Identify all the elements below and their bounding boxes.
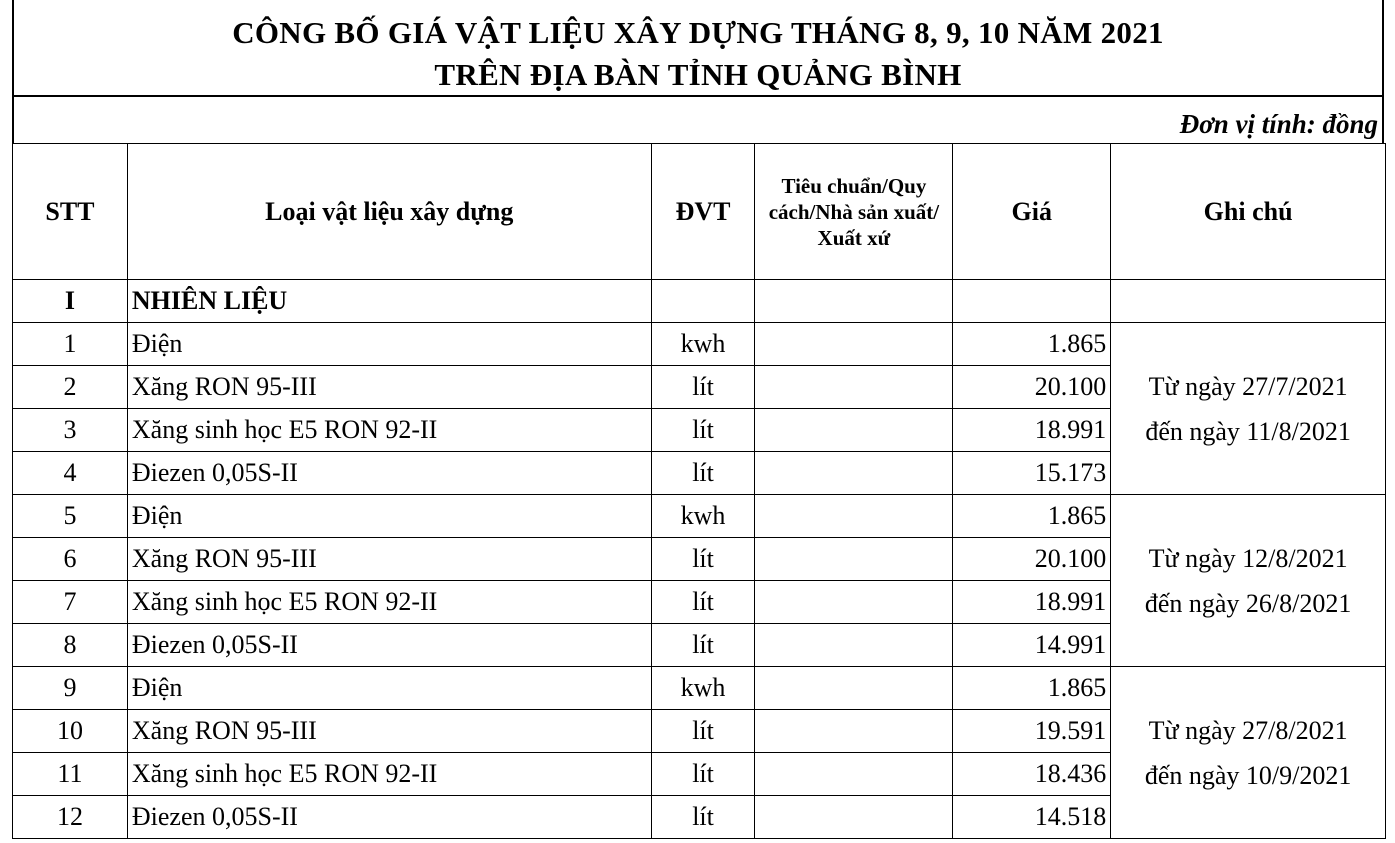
- row-price: 19.591: [953, 710, 1111, 753]
- row-note: [1111, 667, 1386, 839]
- row-price: 15.173: [953, 452, 1111, 495]
- row-material-name: Xăng RON 95-III: [127, 538, 651, 581]
- row-unit: lít: [651, 581, 755, 624]
- header-stt: STT: [13, 144, 128, 280]
- note-date-from: Từ ngày 27/7/2021: [1148, 371, 1348, 401]
- table-body: [13, 323, 1386, 839]
- row-stt: 12: [13, 796, 128, 839]
- group-row: [13, 280, 1386, 323]
- group-name: NHIÊN LIỆU: [127, 280, 651, 323]
- group-spec-cell: [755, 280, 953, 323]
- row-stt: 11: [13, 753, 128, 796]
- row-material-name: Điện: [127, 495, 651, 538]
- table-header-row: [13, 144, 1386, 280]
- row-material-name: Xăng RON 95-III: [127, 710, 651, 753]
- row-stt: 6: [13, 538, 128, 581]
- group-unit-cell: [651, 280, 755, 323]
- row-spec: [755, 495, 953, 538]
- row-price: 18.991: [953, 409, 1111, 452]
- header-note: Ghi chú: [1111, 144, 1386, 280]
- group-price-cell: [953, 280, 1111, 323]
- row-spec: [755, 452, 953, 495]
- row-unit: lít: [651, 409, 755, 452]
- row-spec: [755, 753, 953, 796]
- document-subtitle: TRÊN ĐỊA BÀN TỈNH QUẢNG BÌNH: [434, 57, 962, 92]
- row-spec: [755, 366, 953, 409]
- row-spec: [755, 796, 953, 839]
- row-unit: lít: [651, 624, 755, 667]
- row-price: 1.865: [953, 495, 1111, 538]
- row-price: 1.865: [953, 323, 1111, 366]
- row-unit: lít: [651, 452, 755, 495]
- price-table: [12, 143, 1386, 839]
- unit-note-row: [12, 97, 1384, 143]
- row-spec: [755, 409, 953, 452]
- row-unit: kwh: [651, 495, 755, 538]
- row-stt: 8: [13, 624, 128, 667]
- row-spec: [755, 581, 953, 624]
- row-material-name: Điezen 0,05S-II: [127, 624, 651, 667]
- row-material-name: Điezen 0,05S-II: [127, 796, 651, 839]
- note-date-to: đến ngày 26/8/2021: [1144, 588, 1352, 618]
- row-unit: lít: [651, 366, 755, 409]
- note-date-to: đến ngày 10/9/2021: [1144, 760, 1352, 790]
- row-material-name: Điện: [127, 323, 651, 366]
- row-stt: 5: [13, 495, 128, 538]
- row-material-name: Xăng sinh học E5 RON 92-II: [127, 753, 651, 796]
- price-document: [12, 0, 1386, 843]
- row-stt: 7: [13, 581, 128, 624]
- row-unit: lít: [651, 796, 755, 839]
- group-stt: I: [13, 280, 128, 323]
- row-unit: kwh: [651, 667, 755, 710]
- row-unit: kwh: [651, 323, 755, 366]
- header-material: Loại vật liệu xây dựng: [127, 144, 651, 280]
- row-material-name: Điện: [127, 667, 651, 710]
- row-stt: 2: [13, 366, 128, 409]
- row-note: [1111, 495, 1386, 667]
- row-unit: lít: [651, 753, 755, 796]
- row-price: 20.100: [953, 366, 1111, 409]
- row-price: 14.991: [953, 624, 1111, 667]
- row-spec: [755, 710, 953, 753]
- row-stt: 9: [13, 667, 128, 710]
- row-material-name: Điezen 0,05S-II: [127, 452, 651, 495]
- row-spec: [755, 538, 953, 581]
- note-date-from: Từ ngày 27/8/2021: [1148, 715, 1348, 745]
- row-stt: 10: [13, 710, 128, 753]
- row-stt: 1: [13, 323, 128, 366]
- row-material-name: Xăng sinh học E5 RON 92-II: [127, 409, 651, 452]
- note-date-to: đến ngày 11/8/2021: [1145, 416, 1351, 446]
- group-note-cell: [1111, 280, 1386, 323]
- row-unit: lít: [651, 538, 755, 581]
- row-price: 18.991: [953, 581, 1111, 624]
- row-spec: [755, 323, 953, 366]
- table-row: [13, 495, 1386, 538]
- header-unit: ĐVT: [651, 144, 755, 280]
- row-price: 18.436: [953, 753, 1111, 796]
- row-stt: 3: [13, 409, 128, 452]
- header-price: Giá: [953, 144, 1111, 280]
- row-material-name: Xăng RON 95-III: [127, 366, 651, 409]
- row-note: [1111, 323, 1386, 495]
- document-title: CÔNG BỐ GIÁ VẬT LIỆU XÂY DỰNG THÁNG 8, 9, 10 NĂM 2021: [232, 15, 1164, 50]
- header-spec: Tiêu chuẩn/Quy cách/Nhà sản xuất/ Xuất xứ: [755, 144, 953, 280]
- row-material-name: Xăng sinh học E5 RON 92-II: [127, 581, 651, 624]
- note-date-from: Từ ngày 12/8/2021: [1148, 543, 1348, 573]
- table-row: [13, 323, 1386, 366]
- title-block: [12, 0, 1384, 97]
- row-spec: [755, 667, 953, 710]
- table-row: [13, 667, 1386, 710]
- row-price: 20.100: [953, 538, 1111, 581]
- row-unit: lít: [651, 710, 755, 753]
- row-price: 1.865: [953, 667, 1111, 710]
- unit-note: Đơn vị tính: đồng: [1179, 109, 1378, 139]
- row-spec: [755, 624, 953, 667]
- row-price: 14.518: [953, 796, 1111, 839]
- row-stt: 4: [13, 452, 128, 495]
